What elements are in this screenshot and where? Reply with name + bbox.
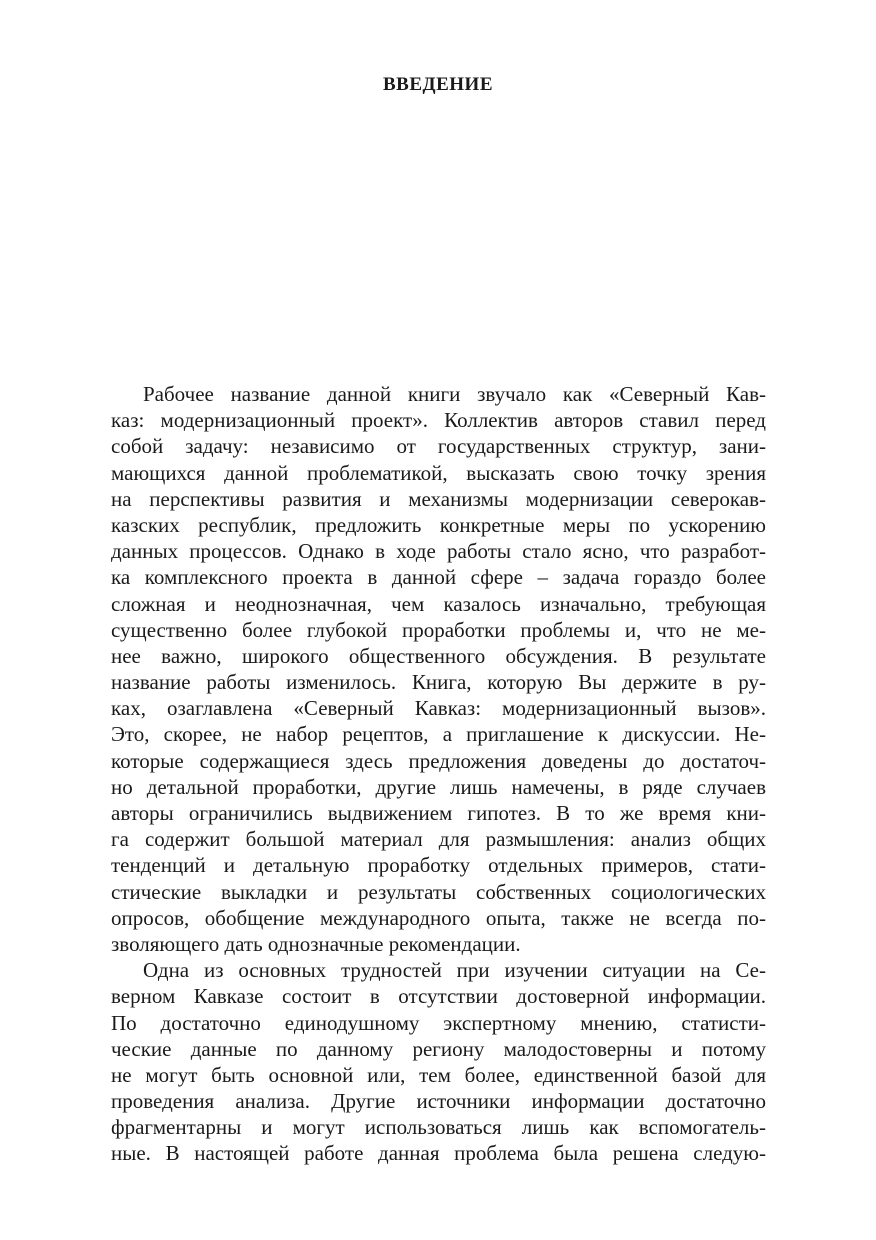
text-line: тенденций и детальную проработку отдельных примеров, стати-: [111, 853, 766, 878]
text-line: существенно более глубокой проработки проблемы и, что не ме-: [111, 617, 766, 642]
text-line: собой задачу: независимо от государственных структур, зани-: [111, 434, 766, 459]
page-title: ВВЕДЕНИЕ: [383, 74, 493, 95]
text-line: Рабочее название данной книги звучало как «Северный Кав-: [143, 382, 766, 406]
text-line: проведения анализа. Другие источники информации достаточно: [111, 1089, 766, 1114]
text-line: ные. В настоящей работе данная проблема была решена следую-: [111, 1141, 766, 1166]
text-line: зволяющего дать однозначные рекомендации.: [111, 931, 521, 956]
text-line: не могут быть основной или, тем более, единственной базой для: [111, 1062, 766, 1087]
text-line: авторы ограничились выдвижением гипотез. В то же время кни-: [111, 801, 766, 825]
text-line: По достаточно единодушному экспертному мнению, статисти-: [111, 1010, 766, 1035]
text-line: га содержит большой материал для размышления: анализ общих: [111, 827, 766, 852]
text-line: мающихся данной проблематикой, высказать свою точку зрения: [111, 460, 766, 485]
body-text: [111, 381, 766, 1167]
text-line: опросов, обобщение международного опыта, также не всегда по-: [111, 905, 766, 930]
paragraph-1: [111, 381, 766, 957]
text-line: ках, озаглавлена «Северный Кавказ: модернизационный вызов».: [111, 696, 766, 721]
text-line: ка комплексного проекта в данной сфере – задача гораздо более: [111, 565, 766, 590]
text-line: название работы изменилось. Книга, которую Вы держите в ру-: [111, 670, 766, 695]
text-line: казских республик, предложить конкретные меры по ускорению: [111, 512, 766, 537]
text-line: верном Кавказе состоит в отсутствии достоверной информации.: [111, 984, 766, 1009]
text-line: Одна из основных трудностей при изучении ситуации на Се-: [143, 958, 766, 983]
text-line: нее важно, широкого общественного обсуждения. В результате: [111, 643, 766, 668]
text-line: фрагментарны и могут использоваться лишь как вспомогатель-: [111, 1115, 766, 1140]
text-line: на перспективы развития и механизмы модернизации северокав-: [111, 486, 766, 511]
text-line: но детальной проработки, другие лишь намечены, в ряде случаев: [111, 774, 766, 799]
text-line: сложная и неоднозначная, чем казалось изначально, требующая: [111, 591, 766, 616]
text-line: Это, скорее, не набор рецептов, а приглашение к дискуссии. Не-: [111, 722, 766, 747]
text-line: каз: модернизационный проект». Коллектив авторов ставил перед: [111, 408, 766, 433]
text-line: которые содержащиеся здесь предложения доведены до достаточ-: [111, 748, 766, 773]
text-line: стические выкладки и результаты собственных социологических: [111, 879, 766, 904]
text-line: ческие данные по данному региону малодостоверны и потому: [111, 1036, 766, 1061]
text-line: данных процессов. Однако в ходе работы стало ясно, что разработ-: [111, 539, 766, 564]
paragraph-2: [111, 957, 766, 1167]
